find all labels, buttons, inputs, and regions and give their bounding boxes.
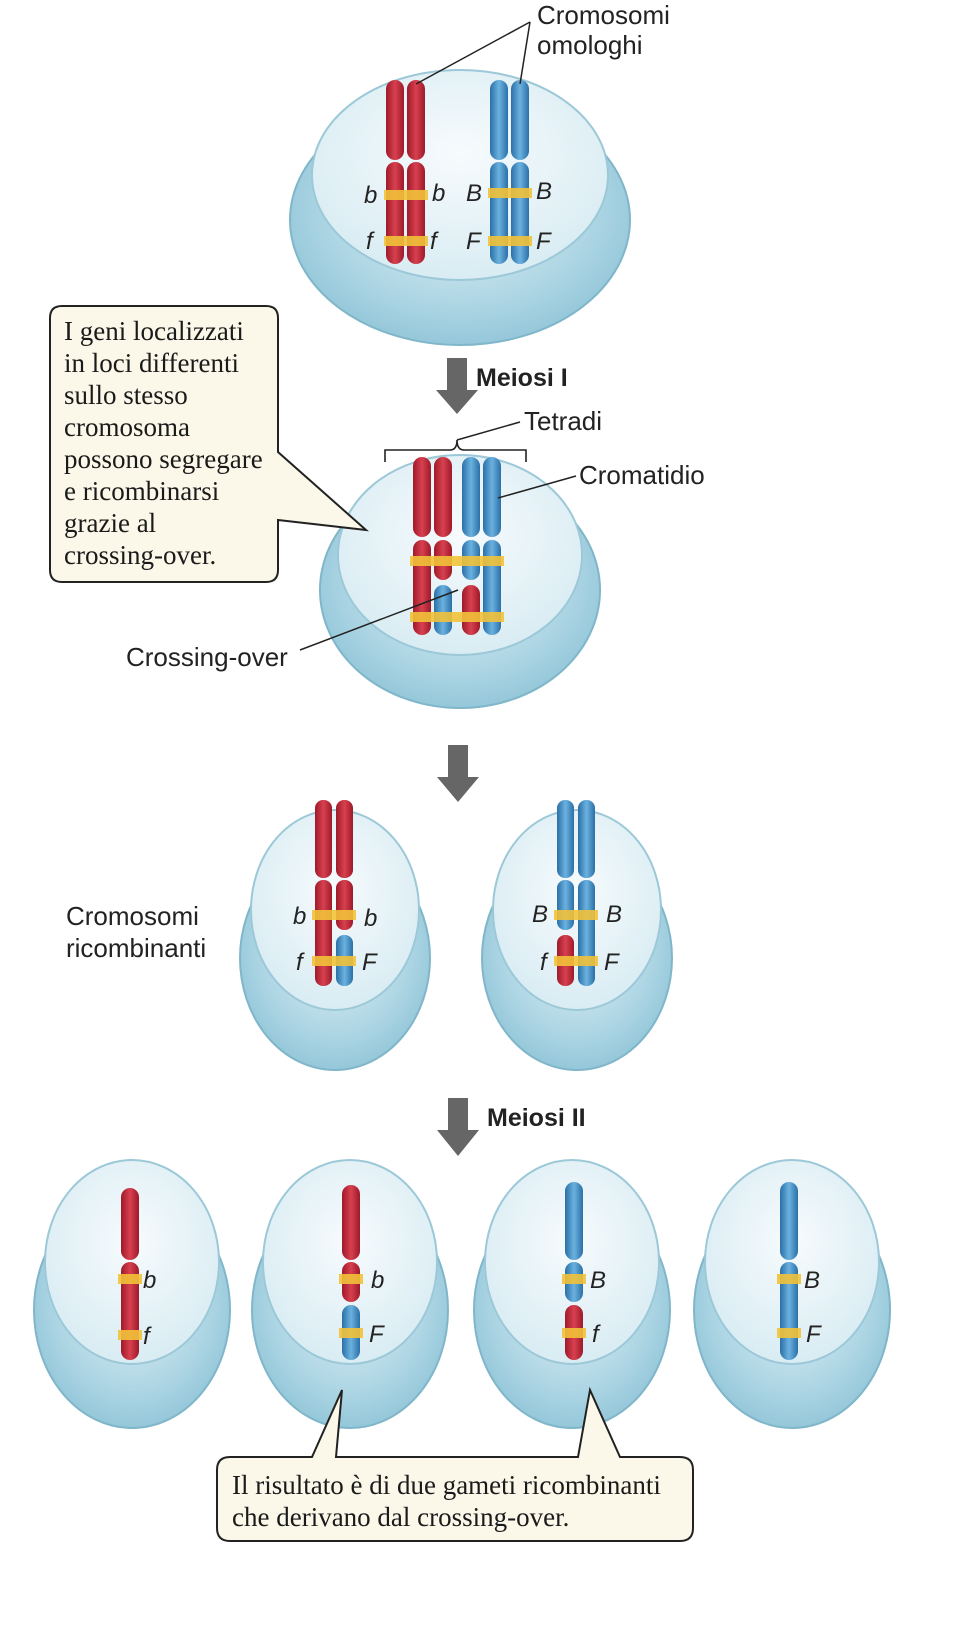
label-chromatid: Cromatidio bbox=[579, 460, 705, 490]
allele-label: B bbox=[606, 901, 623, 928]
callout-bottom-line: Il risultato è di due gameti ricombinanti bbox=[232, 1470, 661, 1500]
callout-top bbox=[50, 306, 366, 582]
arrow-meiosis-2 bbox=[437, 1098, 479, 1156]
allele-label: f bbox=[592, 1321, 599, 1348]
leader-line bbox=[457, 422, 520, 440]
allele-label: B bbox=[466, 180, 483, 207]
allele-label: b bbox=[293, 903, 307, 930]
allele-label: f bbox=[540, 949, 547, 976]
callout-top-line: e ricombinarsi bbox=[64, 476, 220, 506]
allele-label: B bbox=[536, 178, 553, 205]
callout-top-line: I geni localizzati bbox=[64, 316, 244, 346]
cell-recombinant-red bbox=[240, 800, 430, 1070]
allele-label: F bbox=[369, 1321, 384, 1348]
allele-label: f bbox=[296, 949, 303, 976]
callout-top-line: possono segregare bbox=[64, 444, 263, 474]
allele-label: F bbox=[362, 949, 377, 976]
cell-recombinant-blue bbox=[482, 800, 672, 1070]
allele-label: b bbox=[364, 182, 378, 209]
allele-label: f bbox=[143, 1323, 150, 1350]
allele-label: B bbox=[532, 901, 549, 928]
allele-label: b bbox=[364, 905, 378, 932]
cell-homologous bbox=[290, 0, 670, 345]
callout-top-line: crossing-over. bbox=[64, 540, 217, 570]
label-recombinant-1: Cromosomi bbox=[66, 901, 199, 931]
arrow-meiosis-1 bbox=[436, 358, 478, 414]
label-tetrad: Tetradi bbox=[524, 406, 603, 436]
gamete-2 bbox=[252, 1160, 448, 1428]
leader-line bbox=[520, 22, 530, 84]
arrow-meiosis-continue bbox=[437, 745, 479, 802]
allele-label: b bbox=[432, 180, 446, 207]
callout-top-line: cromosoma bbox=[64, 412, 190, 442]
gamete-4 bbox=[694, 1160, 890, 1428]
allele-label: F bbox=[466, 228, 481, 255]
label-meiosis-1: Meiosi I bbox=[476, 364, 568, 392]
callout-top-line: grazie al bbox=[64, 508, 157, 538]
callout-top-line: sullo stesso bbox=[64, 380, 188, 410]
label-crossing-over: Crossing-over bbox=[126, 642, 288, 672]
gamete-1 bbox=[34, 1160, 230, 1428]
allele-label: B bbox=[804, 1267, 821, 1294]
label-recombinant-2: ricombinanti bbox=[66, 933, 207, 963]
label-meiosis-2: Meiosi II bbox=[487, 1104, 586, 1132]
allele-label: f bbox=[430, 228, 437, 255]
allele-label: b bbox=[143, 1267, 157, 1294]
label-homologous-1: Cromosomi bbox=[537, 0, 670, 30]
allele-label: B bbox=[590, 1267, 607, 1294]
allele-label: b bbox=[371, 1267, 385, 1294]
allele-label: f bbox=[366, 228, 373, 255]
allele-label: F bbox=[536, 228, 551, 255]
label-homologous-2: omologhi bbox=[537, 30, 643, 60]
allele-label: F bbox=[806, 1321, 821, 1348]
gamete-3 bbox=[474, 1160, 670, 1428]
callout-top-line: in loci differenti bbox=[64, 348, 239, 378]
callout-bottom-line: che derivano dal crossing-over. bbox=[232, 1502, 570, 1532]
allele-label: F bbox=[604, 949, 619, 976]
